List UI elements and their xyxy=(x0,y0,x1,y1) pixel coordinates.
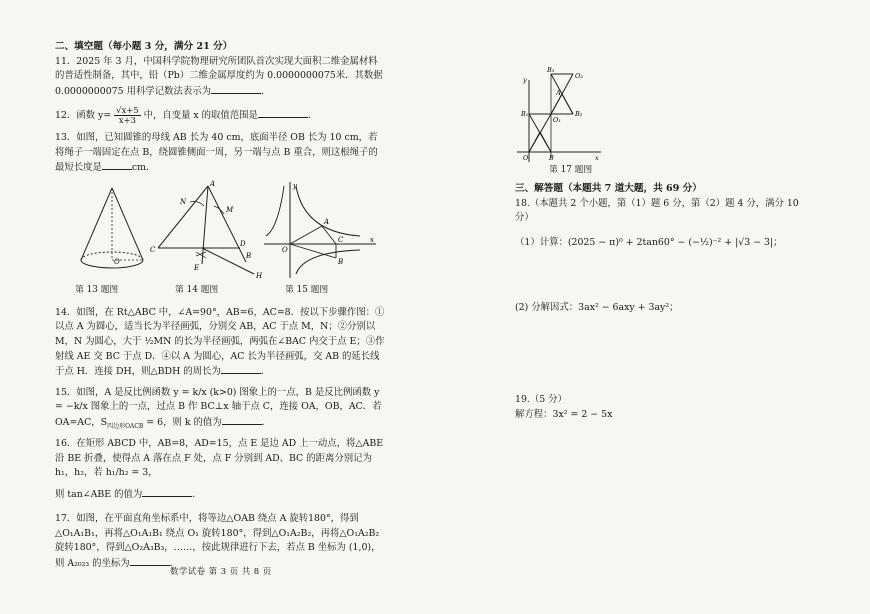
answer-blank-16[interactable] xyxy=(142,487,192,497)
question-15-text-a: 15．如图，A 是反比例函数 y = k/x (k>0) 图象上的一点，B 是反比例函数 y = −k/x 图象上的一点，过点 B 作 BC⊥x 轴于点 C，连接 OA，OB，AC．若 OA=AC，S xyxy=(55,386,382,428)
question-14: 14．如图，在 Rt△ABC 中，∠A=90°，AB=6，AC=8．按以下步骤作图：①以点 A 为圆心，适当长为半径画弧，分别交 AB，AC 于点 M，N；②分别以 M，N 为圆心，大于 ½MN 的长为半径画弧，两弧在∠BAC 内交于点 E；③作射线 AE 交 BC 于点 D．④以 A 为圆心，AC 长为半径画弧，交 AB 的延长线于点 H．连接 DH，则△BDH 的周长为 ． xyxy=(55,306,385,378)
label-C: C xyxy=(338,235,344,244)
label-B: B xyxy=(246,251,252,260)
label-E: E xyxy=(194,263,200,272)
question-16-answer-line: 则 tan∠ABE 的值为 ． xyxy=(55,488,202,500)
section-title-fill-in: 二、填空题（每小题 3 分，满分 21 分） xyxy=(55,41,233,52)
label-O: O xyxy=(114,257,120,266)
caption-15: 第 15 题图 xyxy=(285,284,329,295)
question-17: 17．如图，在平面直角坐标系中，将等边△OAB 绕点 A 旋转180°，得到△O₁A₁B₁，再将△O₁A₁B₁ 绕点 O₁ 旋转180°，得到△O₁A₂B₂，再将△O₁A₂B₂ 旋转180°，得到△O₂A₃B₃，……，按此规律进行下去，若点 B 坐标为 (1,0)，则 A₂₀₂₃ 的坐标为 ． xyxy=(55,513,381,570)
figure-17-triangles xyxy=(515,60,605,164)
label-M: M xyxy=(226,205,234,214)
answer-blank-13[interactable] xyxy=(102,160,132,170)
label-O: O xyxy=(282,245,288,254)
label-B: B xyxy=(549,154,554,162)
caption-14: 第 14 题图 xyxy=(175,284,219,295)
left-column xyxy=(55,40,385,572)
answer-blank-12[interactable] xyxy=(258,108,308,118)
question-17-text: 17．如图，在平面直角坐标系中，将等边△OAB 绕点 A 旋转180°，得到△O₁A₁B₁，再将△O₁A₁B₁ 绕点 O₁ 旋转180°，得到△O₁A₂B₂，再将△O₁A₂B₂ 旋转180°，得到△O₂A₃B₃，……，按此规律进行下去，若点 B 坐标为 (1,0)，则 A₂₀₂₃ 的坐标为 xyxy=(55,513,381,570)
label-x: x xyxy=(595,154,599,162)
question-16-text-a: 16．在矩形 ABCD 中，AB=8，AD=15，点 E 是边 AD 上一动点，将△ABE 沿 BE 折叠，使得点 A 落在点 F 处，点 F 分别到 AD、BC 的距离分别记为 h₁，h₂，若 h₁/h₂ = 3， xyxy=(55,438,384,479)
right-column xyxy=(515,60,815,542)
question-14-text: 14．如图，在 Rt△ABC 中，∠A=90°，AB=6，AC=8．按以下步骤作图：①以点 A 为圆心，适当长为半径画弧，分别交 AB，AC 于点 M，N；②分别以 M，N 为圆心，大于 ½MN 的长为半径画弧，两弧在∠BAC 内交于点 E；③作射线 AE 交 BC 于点 D．④以 A 为圆心，AC 长为半径画弧，交 AB 的延长线于点 H．连接 DH，则△BDH 的周长为 xyxy=(55,306,385,378)
label-x: x xyxy=(370,235,374,244)
question-12-suffix: 中，自变量 x 的取值范围是 xyxy=(143,109,258,121)
fraction-denominator: x+3 xyxy=(118,114,136,125)
question-13-unit: cm． xyxy=(131,162,156,174)
figure-13-cone xyxy=(67,182,157,282)
question-12-fraction xyxy=(114,106,140,125)
question-15-text-b: = 6，则 k 的值为 xyxy=(143,416,222,428)
label-A1: A₁ xyxy=(556,89,564,97)
label-A: A xyxy=(210,179,216,188)
label-B2: B₂ xyxy=(575,110,583,118)
label-N: N xyxy=(180,197,187,206)
question-15: 15．如图，A 是反比例函数 y = k/x (k>0) 图象上的一点，B 是反比例函数 y = −k/x 图象上的一点，过点 B 作 BC⊥x 轴于点 C，连接 OA，OB，AC．若 OA=AC，$S_{四边形OACB} = 6$，则 k 的值为 ． xyxy=(55,386,382,430)
label-O2: O₂ xyxy=(575,72,583,80)
label-A: A xyxy=(324,217,330,226)
question-13-text: 13．如图，已知圆锥的母线 AB 长为 40 cm，底面半径 OB 长为 10 cm，若将绳子一端固定在点 B，绕圆锥侧面一周，另一端与点 B 重合，则这根绳子的最短长度是 xyxy=(55,132,378,174)
answer-blank-11[interactable] xyxy=(211,84,261,94)
figure-row-13-15 xyxy=(55,178,385,300)
page-footer: 数学试卷 第 3 页 共 8 页 xyxy=(170,566,272,576)
label-y: y xyxy=(293,181,297,190)
question-18-part-2: (2) 分解因式：3ax² − 6axy + 3ay²； xyxy=(515,301,679,313)
answer-space-18-2[interactable] xyxy=(515,315,815,393)
question-16-text-b: 则 tan∠ABE 的值为 xyxy=(55,488,143,500)
figure-17-wrapper xyxy=(515,60,815,175)
answer-space-19[interactable] xyxy=(515,422,815,542)
section-title-solve: 三、解答题（本题共 7 道大题，共 69 分） xyxy=(515,183,702,194)
label-B1: B₁ xyxy=(521,110,529,118)
question-19-body: 解方程：3x² = 2 − 5x xyxy=(515,408,613,420)
question-11-text: 11．2025 年 3 月，中国科学院物理研究所团队首次实现大面积二维金属材料的普适性制备，其中，铅（Pb）二维金属厚度约为 0.0000000075米．其数据 0.0000000075 用科学记数法表示为 xyxy=(55,55,383,98)
question-12: 12．函数 y= $\frac{√x+5}{x+3}$ 中，自变量 x 的取值范围是 ． xyxy=(55,104,318,125)
question-18-header: 18.（本题共 2 个小题，第（1）题 6 分，第（2）题 4 分，满分 10 分） xyxy=(515,197,799,224)
question-11: 11．2025 年 3 月，中国科学院物理研究所团队首次实现大面积二维金属材料的普适性制备，其中，铅（Pb）二维金属厚度约为 0.0000000075米．其数据 0.0000000075 用科学记数法表示为 ． xyxy=(55,55,383,98)
caption-17: 第 17 题图 xyxy=(549,165,593,175)
answer-blank-17[interactable] xyxy=(130,556,170,566)
question-19-title: 19.（5 分） xyxy=(515,394,567,406)
question-15-subscript: 四边形OACB xyxy=(107,422,144,430)
figure-15-hyperbola xyxy=(260,178,380,284)
label-O1: O₁ xyxy=(553,116,561,124)
label-D: D xyxy=(240,239,246,248)
figure-14-triangle xyxy=(150,178,270,284)
answer-space-18-1[interactable] xyxy=(515,251,815,301)
question-13 xyxy=(55,131,385,176)
label-y: y xyxy=(523,76,527,84)
label-H: H xyxy=(256,271,263,280)
question-16 xyxy=(55,437,385,481)
label-B: B xyxy=(338,257,344,266)
answer-blank-15[interactable] xyxy=(222,415,262,425)
label-C: C xyxy=(150,245,156,254)
fraction-numerator: √x+5 xyxy=(116,104,139,115)
answer-blank-14[interactable] xyxy=(221,364,261,374)
caption-13: 第 13 题图 xyxy=(75,284,119,295)
question-18-part-1: （1）计算：(2025 − π)⁰ + 2tan60° − (−½)⁻² + |√3 − 3|； xyxy=(515,237,783,249)
label-B3: B₃ xyxy=(547,66,555,74)
question-12-prefix: 12．函数 y= xyxy=(55,109,112,121)
label-O: O xyxy=(523,154,529,162)
